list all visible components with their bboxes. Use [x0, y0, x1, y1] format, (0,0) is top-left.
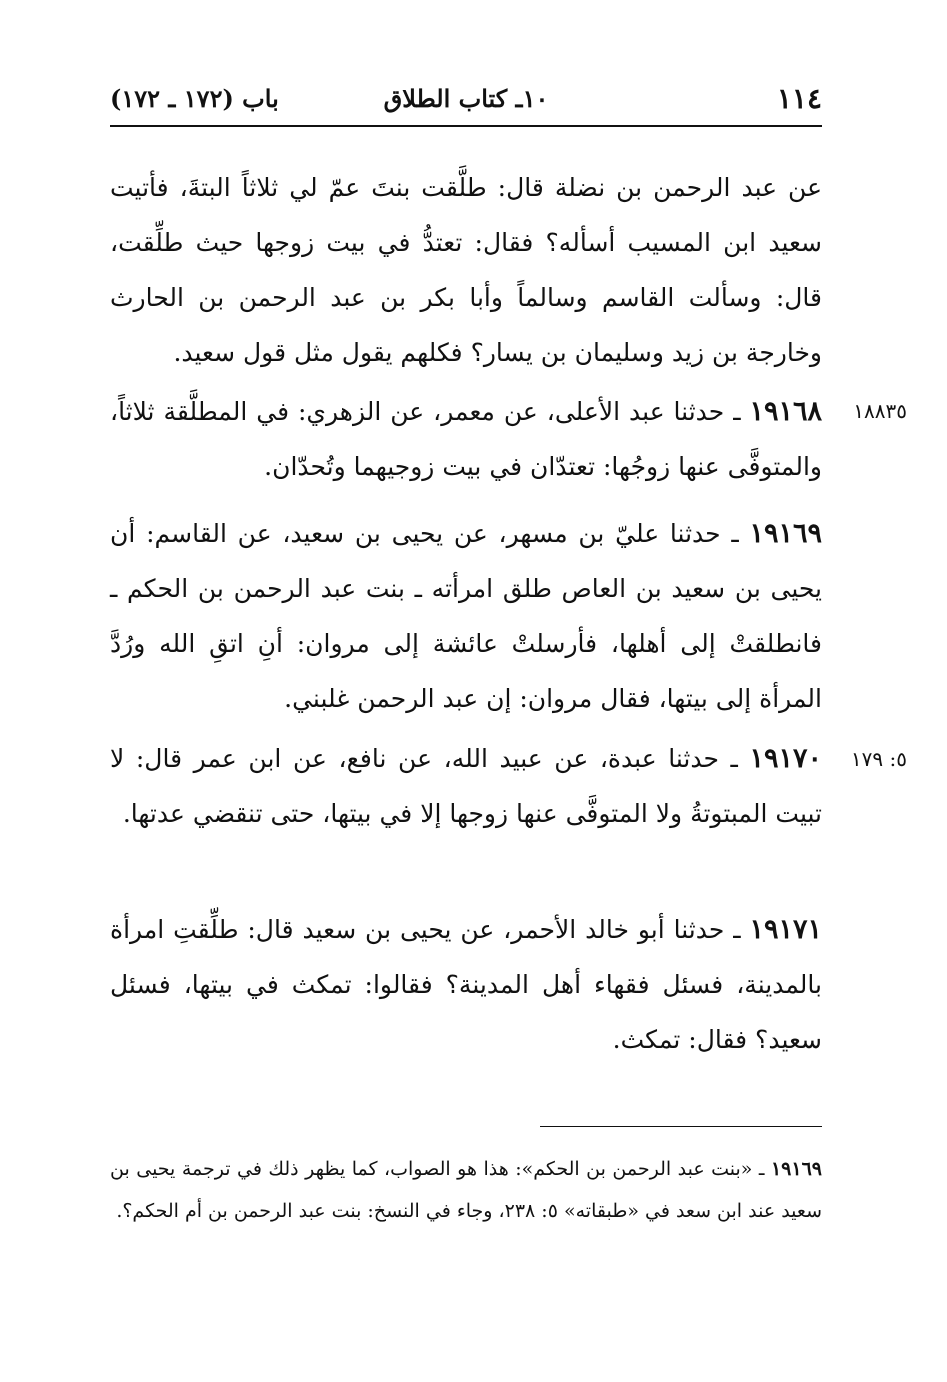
- footnote-number: ١٩١٦٩: [770, 1158, 822, 1180]
- header-rule: [110, 125, 822, 127]
- hadith-19170: [110, 731, 822, 841]
- hadith-19171: [110, 902, 822, 1067]
- continuation-text: عن عبد الرحمن بن نضلة قال: طلَّقت بنتَ عمّ لي ثلاثاً البتةَ، فأتيت سعيد ابن المسيب أسأله؟ فقال: تعتدُّ في بيت زوجها حيث طلِّقت، قال: وسألت القاسم وسالماً وأبا بكر بن عبد الرحمن بن الحارث وخارجة بن زيد وسليمان بن يسار؟ فكلهم يقول مثل قول سعيد.: [110, 173, 822, 367]
- page-number: ١١٤: [776, 82, 822, 115]
- hadith-number: ١٩١٧٠: [749, 743, 822, 774]
- page-header: [110, 82, 822, 122]
- hadith-19168: [110, 384, 822, 494]
- continuation-paragraph: [110, 160, 822, 380]
- book-title: ١٠ـ كتاب الطلاق: [383, 84, 549, 113]
- hadith-number: ١٩١٦٩: [749, 518, 822, 549]
- hadith-text: ـ حدثنا عليّ بن مسهر، عن يحيى بن سعيد، عن القاسم: أن يحيى بن سعيد بن العاص طلق امرأته ـ بنت عبد الرحمن بن الحكم ـ فانطلقتْ إلى أهلها، فأرسلتْ عائشة إلى مروان: أنِ اتقِ الله ورُدَّ المرأة إلى بيتها، فقال مروان: إن عبد الرحمن غلبني.: [110, 519, 822, 713]
- hadith-number: ١٩١٧١: [749, 914, 823, 945]
- footnote: [110, 1148, 822, 1232]
- hadith-text: ـ حدثنا عبد الأعلى، عن معمر، عن الزهري: في المطلَّقة ثلاثاً، والمتوفَّى عنها زوجُها: تعتدّان في بيت زوجيهما وتُحدّان.: [110, 397, 822, 481]
- chapter-reference: باب (١٧٢ ـ ١٧٢): [110, 84, 279, 113]
- hadith-19169: [110, 506, 822, 726]
- hadith-text: ـ حدثنا عبدة، عن عبيد الله، عن نافع، عن ابن عمر قال: لا تبيت المبتوتةُ ولا المتوفَّى عنها زوجها إلا في بيتها، حتى تنقضي عدتها.: [110, 744, 822, 828]
- footnote-separator: [540, 1126, 822, 1127]
- footnote-text: ـ «بنت عبد الرحمن بن الحكم»: هذا هو الصواب، كما يظهر ذلك في ترجمة يحيى بن سعيد عند ابن سعد في «طبقاته» ٥: ٢٣٨، وجاء في النسخ: بنت عبد الرحمن بن أم الحكم؟.: [110, 1158, 822, 1222]
- margin-reference-1: ١٨٨٣٥: [853, 399, 907, 423]
- hadith-text: ـ حدثنا أبو خالد الأحمر، عن يحيى بن سعيد قال: طلِّقتِ امرأة بالمدينة، فسئل فقهاء أهل المدينة؟ فقالوا: تمكث في بيتها، فسئل سعيد؟ فقال: تمكث.: [110, 915, 822, 1054]
- hadith-number: ١٩١٦٨: [749, 396, 822, 427]
- margin-reference-2: ٥: ١٧٩: [850, 747, 907, 771]
